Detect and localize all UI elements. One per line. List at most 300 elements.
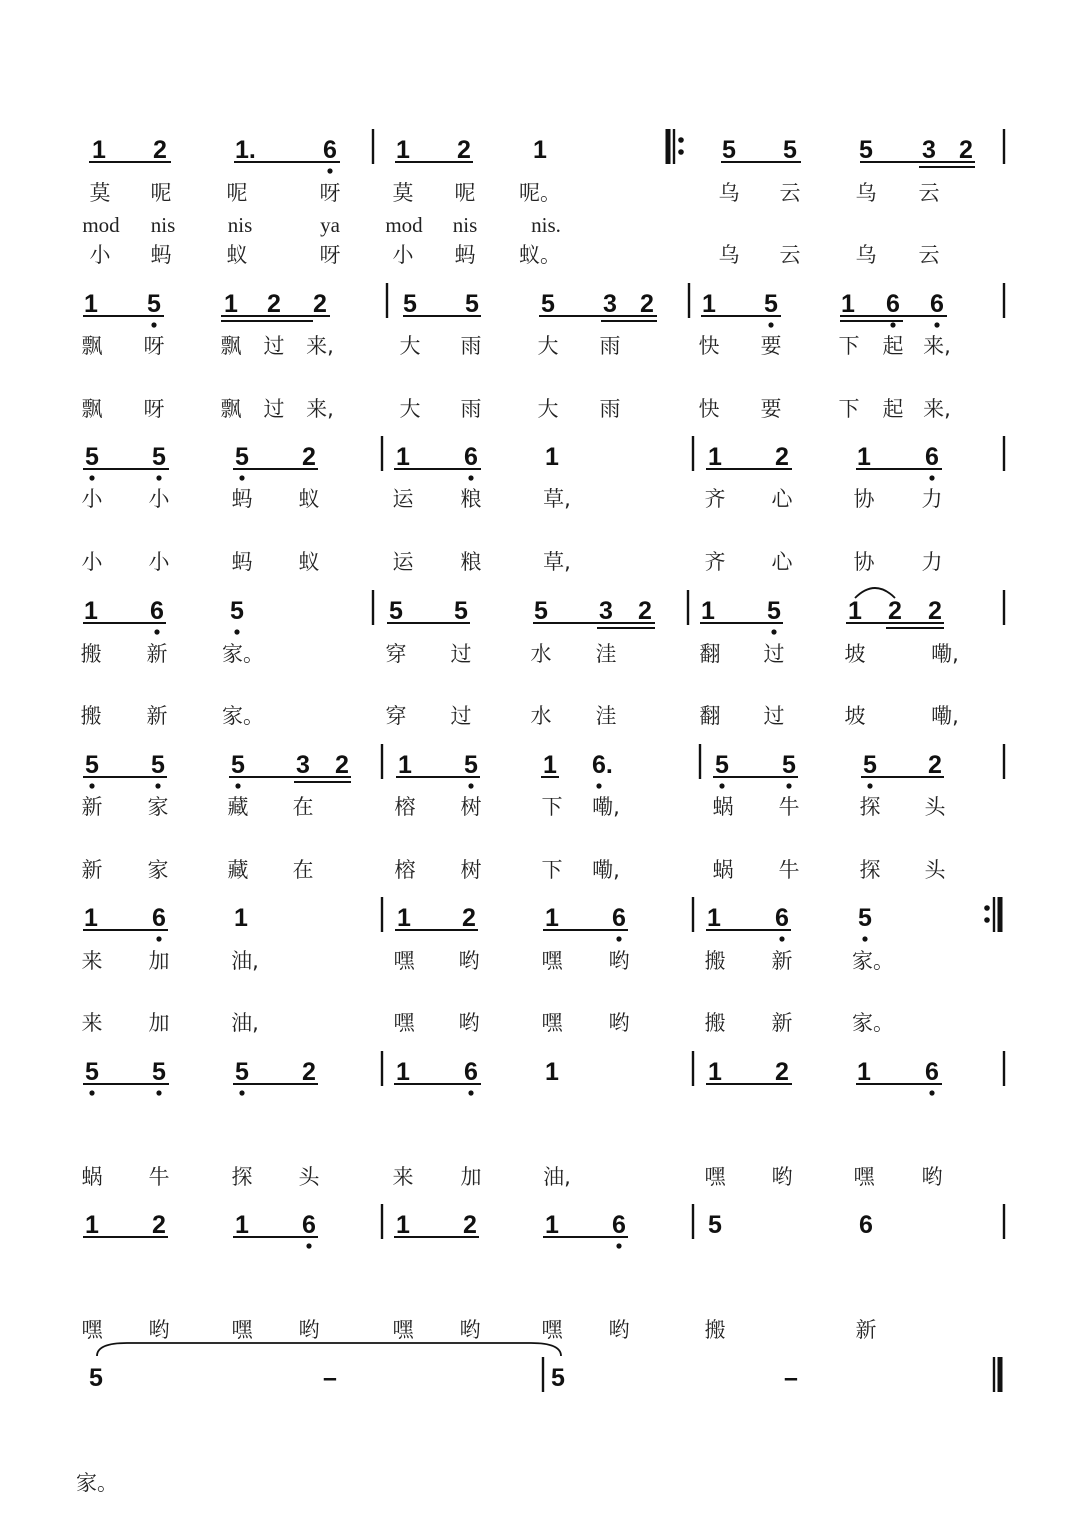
- lyric-syllable: 起: [882, 397, 904, 421]
- lyric-syllable: 蚂: [231, 550, 253, 574]
- note: 3: [922, 136, 936, 164]
- lyric-syllable: 头: [298, 1165, 320, 1189]
- lower-octave-dot: [235, 783, 240, 788]
- lyric-syllable: 来: [81, 1011, 103, 1035]
- lyric-syllable: 嘿: [231, 1318, 253, 1342]
- lower-octave-dot: [768, 322, 773, 327]
- lyric-syllable: 呢: [226, 181, 248, 205]
- lower-octave-dot: [468, 1090, 473, 1095]
- lyric-syllable: 加: [148, 1011, 170, 1035]
- lyric-syllable: 下: [541, 795, 563, 819]
- lyric-syllable: 哟: [298, 1318, 320, 1342]
- lyric-syllable: 树: [460, 858, 482, 882]
- note: 6: [925, 1058, 939, 1086]
- lyric-syllable: 云: [918, 181, 940, 205]
- note: 5: [764, 290, 778, 318]
- note: 1: [397, 904, 411, 932]
- lyric-syllable: 乌: [855, 243, 877, 267]
- note: 2: [959, 136, 973, 164]
- note: 1: [533, 136, 547, 164]
- lyric-syllable: 洼: [595, 704, 617, 728]
- lower-octave-dot: [89, 475, 94, 480]
- lower-octave-dot: [234, 629, 239, 634]
- lyric-syllable: 下: [838, 334, 860, 358]
- lower-octave-dot: [771, 629, 776, 634]
- note: 1: [85, 1211, 99, 1239]
- lower-octave-dot: [154, 629, 159, 634]
- pinyin-syllable: nis.: [531, 213, 561, 237]
- score-system: [81, 588, 1005, 728]
- lyric-syllable: 油,: [543, 1165, 571, 1189]
- lyric-syllable: 嘿: [392, 1318, 414, 1342]
- lyric-syllable: 翻: [699, 704, 721, 728]
- lyric-syllable: 呢: [454, 181, 476, 205]
- lyric-syllable: 嘞,: [931, 704, 959, 728]
- note: 5: [722, 136, 736, 164]
- lyric-syllable: 哟: [148, 1318, 170, 1342]
- lyric-syllable: 力: [921, 550, 943, 574]
- note: 5: [782, 751, 796, 779]
- note: 5: [230, 597, 244, 625]
- lyric-syllable: 嘿: [541, 1011, 563, 1035]
- note: 3: [603, 290, 617, 318]
- note: 2: [335, 751, 349, 779]
- lyric-syllable: 过: [263, 334, 285, 358]
- note: 5: [389, 597, 403, 625]
- lower-octave-dot: [596, 783, 601, 788]
- note: 2: [152, 1211, 166, 1239]
- lower-octave-dot: [239, 1090, 244, 1095]
- pinyin-syllable: nis: [452, 213, 478, 237]
- lower-octave-dot: [327, 168, 332, 173]
- lyric-syllable: 新: [855, 1318, 877, 1342]
- lower-octave-dot: [239, 475, 244, 480]
- note: 2: [462, 904, 476, 932]
- note: 6: [886, 290, 900, 318]
- lyric-syllable: 探: [859, 858, 881, 882]
- lyric-syllable: 粮: [460, 487, 482, 511]
- lyric-syllable: 来,: [306, 397, 334, 421]
- note: 1.: [235, 136, 256, 164]
- note: 5: [464, 751, 478, 779]
- lower-octave-dot: [156, 936, 161, 941]
- lyric-syllable: 要: [760, 334, 782, 358]
- lower-octave-dot: [468, 475, 473, 480]
- note: 5: [403, 290, 417, 318]
- lyric-syllable: 雨: [460, 334, 482, 358]
- repeat-end-sign: [984, 897, 1000, 932]
- note: 6: [464, 1058, 478, 1086]
- note: 2: [638, 597, 652, 625]
- note: 6: [925, 443, 939, 471]
- lyric-syllable: 牛: [778, 795, 800, 819]
- lyric-syllable: 哟: [771, 1165, 793, 1189]
- note: 5: [231, 751, 245, 779]
- lyric-syllable: 探: [231, 1165, 253, 1189]
- lyric-syllable: 加: [148, 949, 170, 973]
- lyric-syllable: 来: [392, 1165, 414, 1189]
- note: 1: [857, 1058, 871, 1086]
- lyric-syllable: 榕: [394, 795, 416, 819]
- note: 1: [396, 1211, 410, 1239]
- lower-octave-dot: [929, 1090, 934, 1095]
- lower-octave-dot: [156, 1090, 161, 1095]
- lyric-syllable: 藏: [227, 858, 249, 882]
- lyric-syllable: 要: [760, 397, 782, 421]
- note: 1: [545, 443, 559, 471]
- lyric-syllable: 呀: [143, 397, 165, 421]
- lyric-syllable: 运: [392, 550, 414, 574]
- note: 1: [396, 443, 410, 471]
- lyric-syllable: 力: [921, 487, 943, 511]
- lyric-syllable: 嘿: [81, 1318, 103, 1342]
- lyric-syllable: 穿: [385, 642, 407, 666]
- lyric-syllable: 飘: [220, 397, 242, 421]
- lyric-syllable: 来,: [306, 334, 334, 358]
- lyric-syllable: 呀: [319, 181, 341, 205]
- lyric-syllable: 蚂: [150, 243, 172, 267]
- lyric-syllable: 在: [292, 858, 314, 882]
- lyric-syllable: 哟: [458, 949, 480, 973]
- lyric-syllable: 嘿: [704, 1165, 726, 1189]
- lyric-syllable: 云: [779, 181, 801, 205]
- note: 3: [296, 751, 310, 779]
- lower-octave-dot: [155, 783, 160, 788]
- note: 5: [859, 136, 873, 164]
- lyric-syllable: 穿: [385, 704, 407, 728]
- lyric-syllable: 牛: [148, 1165, 170, 1189]
- lyric-syllable: 哟: [608, 949, 630, 973]
- lower-octave-dot: [719, 783, 724, 788]
- pinyin-syllable: nis: [150, 213, 176, 237]
- note: 6: [150, 597, 164, 625]
- pinyin-syllable: mod: [82, 213, 120, 237]
- score-system: [76, 1343, 1000, 1495]
- note: 5: [715, 751, 729, 779]
- note: 5: [235, 443, 249, 471]
- note: 6: [612, 1211, 626, 1239]
- note: 1: [234, 904, 248, 932]
- note: 5: [85, 1058, 99, 1086]
- lyric-syllable: 搬: [704, 1011, 726, 1035]
- note: 1: [545, 904, 559, 932]
- lyric-syllable: 水: [530, 704, 552, 728]
- pinyin-syllable: nis: [227, 213, 253, 237]
- note: 6: [323, 136, 337, 164]
- lyric-syllable: 油,: [231, 949, 259, 973]
- note: 5: [534, 597, 548, 625]
- lyric-syllable: 运: [392, 487, 414, 511]
- note: 1: [84, 597, 98, 625]
- lower-octave-dot: [151, 322, 156, 327]
- note: 2: [888, 597, 902, 625]
- lower-octave-dot: [616, 1243, 621, 1248]
- lyric-syllable: 哟: [921, 1165, 943, 1189]
- lower-octave-dot: [786, 783, 791, 788]
- note: 6: [930, 290, 944, 318]
- note: 2: [640, 290, 654, 318]
- lyric-syllable: 快: [698, 397, 720, 421]
- note: 1: [396, 1058, 410, 1086]
- lyric-syllable: 呢。: [519, 181, 561, 205]
- lyric-syllable: 心: [771, 550, 793, 574]
- note: 6.: [592, 751, 613, 779]
- note: 6: [152, 904, 166, 932]
- lyric-syllable: 过: [450, 642, 472, 666]
- lyric-syllable: 来,: [923, 397, 951, 421]
- note: 1: [702, 290, 716, 318]
- lyric-syllable: 小: [148, 550, 170, 574]
- lyric-syllable: 嘿: [393, 949, 415, 973]
- lower-octave-dot: [306, 1243, 311, 1248]
- lyric-syllable: 搬: [80, 642, 102, 666]
- note: 5: [85, 443, 99, 471]
- lyric-syllable: 小: [148, 487, 170, 511]
- note: 1: [396, 136, 410, 164]
- score-system: [82, 129, 1004, 267]
- lyric-syllable: 家。: [76, 1471, 118, 1495]
- lyric-syllable: 大: [399, 334, 421, 358]
- lyric-syllable: 嘿: [541, 949, 563, 973]
- note: 6: [859, 1211, 873, 1239]
- lyric-syllable: 家。: [222, 704, 264, 728]
- note: 6: [775, 904, 789, 932]
- lyric-syllable: 雨: [599, 334, 621, 358]
- note: 5: [541, 290, 555, 318]
- lyric-syllable: 小: [89, 243, 111, 267]
- note: 2: [928, 597, 942, 625]
- lyric-syllable: 家: [147, 795, 169, 819]
- lyric-syllable: 云: [918, 243, 940, 267]
- lyric-syllable: 嘞,: [592, 795, 620, 819]
- lyric-syllable: 蜗: [712, 795, 734, 819]
- note: 3: [599, 597, 613, 625]
- lower-octave-dot: [156, 475, 161, 480]
- lyric-syllable: 起: [882, 334, 904, 358]
- lyric-syllable: 呀: [143, 334, 165, 358]
- phrase-slur: [97, 1343, 561, 1356]
- lyric-syllable: 坡: [844, 642, 866, 666]
- lyric-syllable: 蚁。: [519, 243, 561, 267]
- note: 1: [708, 443, 722, 471]
- repeat-start-sign: [668, 129, 684, 164]
- lyric-syllable: 过: [263, 397, 285, 421]
- lyric-syllable: 家。: [222, 642, 264, 666]
- lyric-syllable: 来: [81, 949, 103, 973]
- note: 5: [151, 751, 165, 779]
- note: 6: [464, 443, 478, 471]
- note: 2: [775, 443, 789, 471]
- score-system: [82, 283, 1005, 421]
- lyric-syllable: 下: [541, 858, 563, 882]
- lyric-syllable: 草,: [543, 550, 571, 574]
- lyric-syllable: 飘: [220, 334, 242, 358]
- lyric-syllable: 大: [537, 397, 559, 421]
- note: 2: [153, 136, 167, 164]
- lyric-syllable: 蜗: [81, 1165, 103, 1189]
- lyric-syllable: 牛: [778, 858, 800, 882]
- note: 1: [841, 290, 855, 318]
- lyric-syllable: 呢: [150, 181, 172, 205]
- lower-octave-dot: [616, 936, 621, 941]
- lower-octave-dot: [929, 475, 934, 480]
- note: 2: [313, 290, 327, 318]
- lyric-syllable: 雨: [599, 397, 621, 421]
- lyric-syllable: 翻: [699, 642, 721, 666]
- lyric-syllable: 呀: [319, 243, 341, 267]
- note: 5: [858, 904, 872, 932]
- pinyin-syllable: mod: [385, 213, 423, 237]
- lyric-syllable: 莫: [392, 181, 414, 205]
- note: 5: [89, 1364, 103, 1392]
- lyric-syllable: 齐: [704, 487, 726, 511]
- lyric-syllable: 新: [146, 704, 168, 728]
- lyric-syllable: 嘞,: [592, 858, 620, 882]
- lyric-syllable: 头: [924, 795, 946, 819]
- note: 2: [302, 443, 316, 471]
- lyric-syllable: 探: [859, 795, 881, 819]
- note: 1: [543, 751, 557, 779]
- lyric-syllable: 新: [771, 1011, 793, 1035]
- final-bar-line: [994, 1357, 1000, 1392]
- lyric-syllable: 洼: [595, 642, 617, 666]
- lyric-syllable: 飘: [81, 397, 103, 421]
- note: 5: [152, 443, 166, 471]
- lyric-syllable: 过: [763, 704, 785, 728]
- note: 1: [857, 443, 871, 471]
- note: 1: [84, 290, 98, 318]
- lyric-syllable: 树: [460, 795, 482, 819]
- lower-octave-dot: [890, 322, 895, 327]
- lyric-syllable: 飘: [81, 334, 103, 358]
- note: 5: [235, 1058, 249, 1086]
- note: 2: [457, 136, 471, 164]
- lyric-syllable: 嘿: [853, 1165, 875, 1189]
- lyric-syllable: 搬: [704, 949, 726, 973]
- lyric-syllable: 榕: [394, 858, 416, 882]
- lyric-syllable: 协: [853, 487, 875, 511]
- note: 1: [224, 290, 238, 318]
- lyric-syllable: 哟: [458, 1011, 480, 1035]
- lower-octave-dot: [89, 1090, 94, 1095]
- lyric-syllable: 协: [853, 550, 875, 574]
- note: 5: [551, 1364, 565, 1392]
- lyric-syllable: 嘿: [541, 1318, 563, 1342]
- note: 5: [708, 1211, 722, 1239]
- lyric-syllable: 坡: [844, 704, 866, 728]
- lyric-syllable: 莫: [89, 181, 111, 205]
- lower-octave-dot: [867, 783, 872, 788]
- lyric-syllable: 嘿: [393, 1011, 415, 1035]
- lyric-syllable: 哟: [608, 1318, 630, 1342]
- lyric-syllable: 小: [392, 243, 414, 267]
- lyric-syllable: 下: [838, 397, 860, 421]
- lyric-syllable: 家。: [852, 1011, 894, 1035]
- lower-octave-dot: [862, 936, 867, 941]
- note: 5: [147, 290, 161, 318]
- note: 2: [267, 290, 281, 318]
- lyric-syllable: 水: [530, 642, 552, 666]
- lyric-syllable: 家。: [852, 949, 894, 973]
- note: 1: [545, 1058, 559, 1086]
- note: 2: [775, 1058, 789, 1086]
- lyric-syllable: 雨: [460, 397, 482, 421]
- lyric-syllable: 云: [779, 243, 801, 267]
- lyric-syllable: 新: [81, 858, 103, 882]
- lyric-syllable: 乌: [718, 243, 740, 267]
- lyric-syllable: 蚂: [231, 487, 253, 511]
- note: 6: [612, 904, 626, 932]
- lyric-syllable: 快: [698, 334, 720, 358]
- note: 2: [302, 1058, 316, 1086]
- lyric-syllable: 过: [450, 704, 472, 728]
- note: 5: [454, 597, 468, 625]
- note: 1: [398, 751, 412, 779]
- note: 5: [863, 751, 877, 779]
- lyric-syllable: 大: [537, 334, 559, 358]
- lyric-syllable: 哟: [608, 1011, 630, 1035]
- note: 2: [928, 751, 942, 779]
- note: 1: [707, 904, 721, 932]
- lyric-syllable: 油,: [231, 1011, 259, 1035]
- lyric-syllable: 大: [399, 397, 421, 421]
- lyric-syllable: 粮: [460, 550, 482, 574]
- lyric-syllable: 齐: [704, 550, 726, 574]
- note: 5: [152, 1058, 166, 1086]
- lyric-syllable: 心: [771, 487, 793, 511]
- note: 5: [767, 597, 781, 625]
- note: 2: [463, 1211, 477, 1239]
- note: 1: [92, 136, 106, 164]
- lyric-syllable: 小: [81, 550, 103, 574]
- lyric-syllable: 蜗: [712, 858, 734, 882]
- lyric-syllable: 藏: [227, 795, 249, 819]
- note: 5: [465, 290, 479, 318]
- note: 1: [84, 904, 98, 932]
- lyric-syllable: 搬: [704, 1318, 726, 1342]
- lyric-syllable: 搬: [80, 704, 102, 728]
- lyric-syllable: 蚁: [298, 550, 320, 574]
- lyric-syllable: 草,: [543, 487, 571, 511]
- lyric-syllable: 加: [460, 1165, 482, 1189]
- lyric-syllable: 蚂: [454, 243, 476, 267]
- score-system: [82, 1204, 1005, 1342]
- lyric-syllable: 家: [147, 858, 169, 882]
- note: 6: [302, 1211, 316, 1239]
- note: 1: [848, 597, 862, 625]
- lyric-syllable: 来,: [923, 334, 951, 358]
- note: 1: [708, 1058, 722, 1086]
- lyric-syllable: 蚁: [298, 487, 320, 511]
- lower-octave-dot: [89, 783, 94, 788]
- note: 1: [701, 597, 715, 625]
- pinyin-syllable: ya: [320, 213, 340, 237]
- score-system: [82, 436, 1005, 574]
- lower-octave-dot: [934, 322, 939, 327]
- score-system: [82, 897, 1001, 1035]
- note: 5: [783, 136, 797, 164]
- lyric-syllable: 小: [81, 487, 103, 511]
- score-system: [82, 744, 1005, 882]
- sustain-dash: –: [784, 1364, 798, 1392]
- lower-octave-dot: [468, 783, 473, 788]
- lyric-syllable: 乌: [718, 181, 740, 205]
- lyric-syllable: 嘞,: [931, 642, 959, 666]
- lyric-syllable: 过: [763, 642, 785, 666]
- sustain-dash: –: [323, 1364, 337, 1392]
- lyric-syllable: 乌: [855, 181, 877, 205]
- lyric-syllable: 哟: [459, 1318, 481, 1342]
